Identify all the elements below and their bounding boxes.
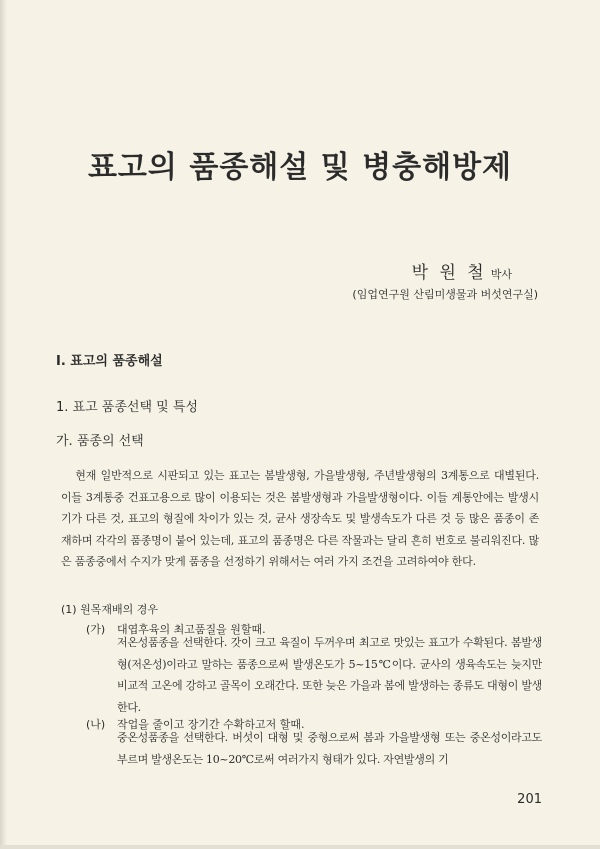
page-bottom-edge xyxy=(0,845,600,849)
section-heading: Ⅰ. 표고의 품종해설 xyxy=(56,354,163,369)
page-edge-shadow xyxy=(0,0,7,849)
author-degree: 박사 xyxy=(490,268,512,281)
intro-paragraph: 현재 일반적으로 시판되고 있는 표고는 봄발생형, 가을발생형, 주년발생형의 3계통으로 대별된다. 이들 3계통중 건표고용으로 많이 이용되는 것은 봄발생형과 가을발생형이다. 이들 계통안에는 발생시기가 다른 것, 표고의 형질에 차이가 있는 것, 균사 생장속도 및 발생속도가 다른 것 등 많은 품종이 존재하며 각각의 품종명이 붙어 있는데, 표고의 품종명은 다른 작물과는 달리 흔히 번호로 불리워진다. 많은 품종중에서 수지가 맞게 품종을 선정하기 위해서는 여러 가지 조건을 고려하여야 한다. xyxy=(61,469,539,568)
item-title-ga: 대엽후육의 최고품질을 원할때. xyxy=(117,623,266,636)
item-label-na: (나) xyxy=(86,718,106,731)
author-name: 박 원 철 xyxy=(411,263,487,283)
sub-subsection-heading: 가. 품종의 선택 xyxy=(56,434,144,449)
author-affiliation: (임업연구원 산림미생물과 버섯연구실) xyxy=(352,288,538,301)
subsection-heading: 1. 표고 품종선택 및 특성 xyxy=(56,400,198,415)
item-title-na: 작업을 줄이고 장기간 수확하고저 할때. xyxy=(117,718,305,731)
item-body-ga: 저온성품종을 선택한다. 갓이 크고 육질이 두꺼우며 최고로 맛있는 표고가 수확된다. 봄발생형(저온성)이라고 말하는 품종으로써 발생온도가 5~15℃이다. 균사의 생육속도는 늦지만 비교적 고온에 강하고 골목이 오래간다. 또한 늦은 가을과 봄에 발생하는 종류도 대형이 발생한다. xyxy=(117,636,542,714)
item-body-na: 중온성품종을 선택한다. 버섯이 대형 및 중형으로써 봄과 가을발생형 또는 중온성이라고도 부르며 발생온도는 10~20℃로써 여러가지 형태가 있다. 자연발생의 기 xyxy=(117,731,542,766)
article-title: 표고의 품종해설 및 병충해방제 xyxy=(87,150,513,185)
author-line xyxy=(412,258,512,283)
item-label-ga: (가) xyxy=(86,623,106,636)
page-number: 201 xyxy=(517,792,542,807)
cultivation-heading: (1) 원목재배의 경우 xyxy=(61,603,158,616)
